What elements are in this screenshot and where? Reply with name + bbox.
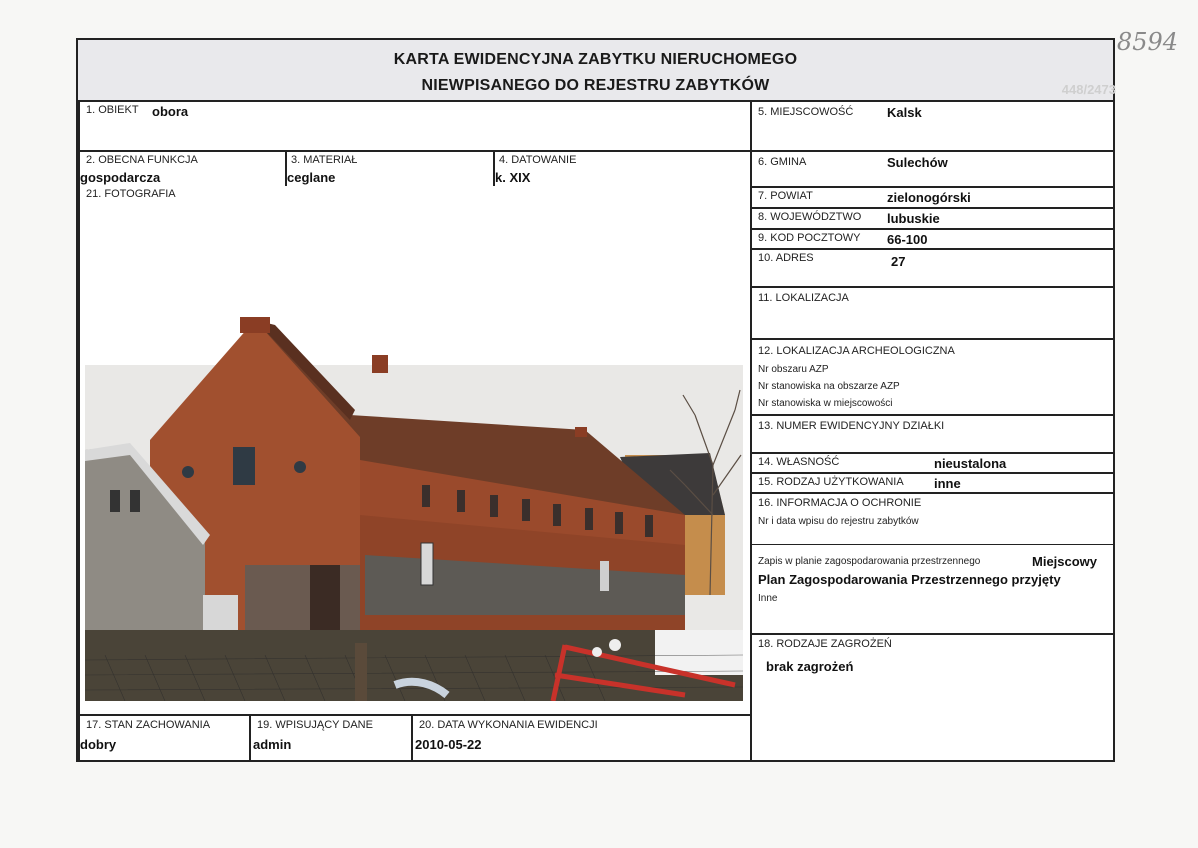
field-wpisujacy-label: 19. WPISUJĄCY DANE (257, 719, 373, 731)
field-wpisujacy-value: admin (253, 737, 292, 752)
field-powiat-value: zielonogórski (887, 190, 971, 205)
field-data-label: 20. DATA WYKONANIA EWIDENCJI (419, 719, 598, 731)
field-stan-zachowania (78, 714, 251, 762)
field-data-value: 2010-05-22 (415, 737, 482, 752)
field-kod-value: 66-100 (887, 232, 928, 247)
field-rodzaje-zagrozen (750, 633, 1115, 762)
field-powiat (750, 186, 1115, 209)
ochrona-divider (752, 544, 1113, 545)
field-adres-value: 27 (891, 254, 906, 269)
field-wojewodztwo (750, 207, 1115, 230)
field-miejscowosc-value: Kalsk (887, 105, 922, 120)
archeo-stanowisko-miejscowosc: Nr stanowiska w miejscowości (758, 398, 893, 409)
ochrona-inne: Inne (758, 593, 778, 604)
field-fotografia-label: 21. FOTOGRAFIA (86, 188, 176, 200)
field-wpisujacy (249, 714, 413, 762)
field-funkcja-value: gospodarcza (80, 170, 161, 185)
field-datowanie (493, 150, 752, 188)
card-title-line-2: NIEWPISANEGO DO REJESTRU ZABYTKÓW (421, 77, 770, 94)
field-datowanie-label: 4. DATOWANIE (499, 154, 577, 166)
field-lokalizacja-label: 11. LOKALIZACJA (758, 292, 849, 304)
field-material-value: ceglane (287, 170, 336, 185)
ochrona-plan-value-1: Miejscowy (1032, 554, 1098, 569)
field-stan-label: 17. STAN ZACHOWANIA (86, 719, 211, 731)
card-title-line-1: KARTA EWIDENCYJNA ZABYTKU NIERUCHOMEGO (393, 51, 798, 68)
field-miejscowosc-label: 5. MIEJSCOWOŚĆ (758, 106, 854, 118)
field-informacja-o-ochronie (750, 492, 1115, 635)
field-adres-label: 10. ADRES (758, 252, 814, 264)
archeo-stanowisko-azp: Nr stanowiska na obszarze AZP (758, 381, 900, 392)
field-wojewodztwo-value: lubuskie (887, 211, 940, 226)
ochrona-plan-value-2: Plan Zagospodarowania Przestrzennego przyjęty (758, 572, 1061, 587)
field-wlasnosc (750, 452, 1115, 474)
field-funkcja-label: 2. OBECNA FUNKCJA (86, 154, 198, 166)
field-miejscowosc (750, 100, 1115, 152)
building-photo (85, 215, 743, 701)
field-lokalizacja (750, 286, 1115, 340)
field-obiekt (78, 100, 752, 152)
field-funkcja (78, 150, 287, 188)
field-stan-value: dobry (80, 737, 117, 752)
field-obiekt-label: 1. OBIEKT (86, 104, 139, 116)
field-uzytkowanie (750, 472, 1115, 494)
field-uzytkowanie-label: 15. RODZAJ UŻYTKOWANIA (758, 476, 904, 488)
field-zagrozenia-label: 18. RODZAJE ZAGROŻEŃ (758, 638, 892, 650)
field-wojewodztwo-label: 8. WOJEWÓDZTWO (758, 211, 862, 223)
archeo-obszar: Nr obszaru AZP (758, 364, 829, 375)
field-dzialka-label: 13. NUMER EWIDENCYJNY DZIAŁKI (758, 420, 945, 432)
field-datowanie-value: k. XIX (495, 170, 531, 185)
field-uzytkowanie-value: inne (934, 476, 961, 491)
field-material (285, 150, 495, 188)
field-wlasnosc-value: nieustalona (934, 456, 1007, 471)
ochrona-rejestr: Nr i data wpisu do rejestru zabytków (758, 516, 919, 527)
field-zagrozenia-value: brak zagrożeń (766, 659, 854, 674)
field-lokalizacja-archeologiczna (750, 338, 1115, 416)
field-ochrona-label: 16. INFORMACJA O OCHRONIE (758, 497, 922, 509)
field-numer-dzialki (750, 414, 1115, 454)
field-gmina (750, 150, 1115, 188)
field-archeo-label: 12. LOKALIZACJA ARCHEOLOGICZNA (758, 345, 955, 357)
field-powiat-label: 7. POWIAT (758, 190, 813, 202)
ochrona-plan-label: Zapis w planie zagospodarowania przestrzennego (758, 556, 981, 567)
field-kod-label: 9. KOD POCZTOWY (758, 232, 861, 244)
field-kod-pocztowy (750, 228, 1115, 250)
field-data-wykonania (411, 714, 752, 762)
ghost-number: 448/2473 (1061, 82, 1116, 97)
field-adres (750, 248, 1115, 288)
field-wlasnosc-label: 14. WŁASNOŚĆ (758, 456, 840, 468)
field-material-label: 3. MATERIAŁ (291, 154, 358, 166)
field-gmina-label: 6. GMINA (758, 156, 807, 168)
field-obiekt-value: obora (152, 104, 189, 119)
field-gmina-value: Sulechów (887, 155, 948, 170)
handwritten-number: 8594 (1116, 28, 1178, 56)
card-header (78, 40, 1113, 100)
